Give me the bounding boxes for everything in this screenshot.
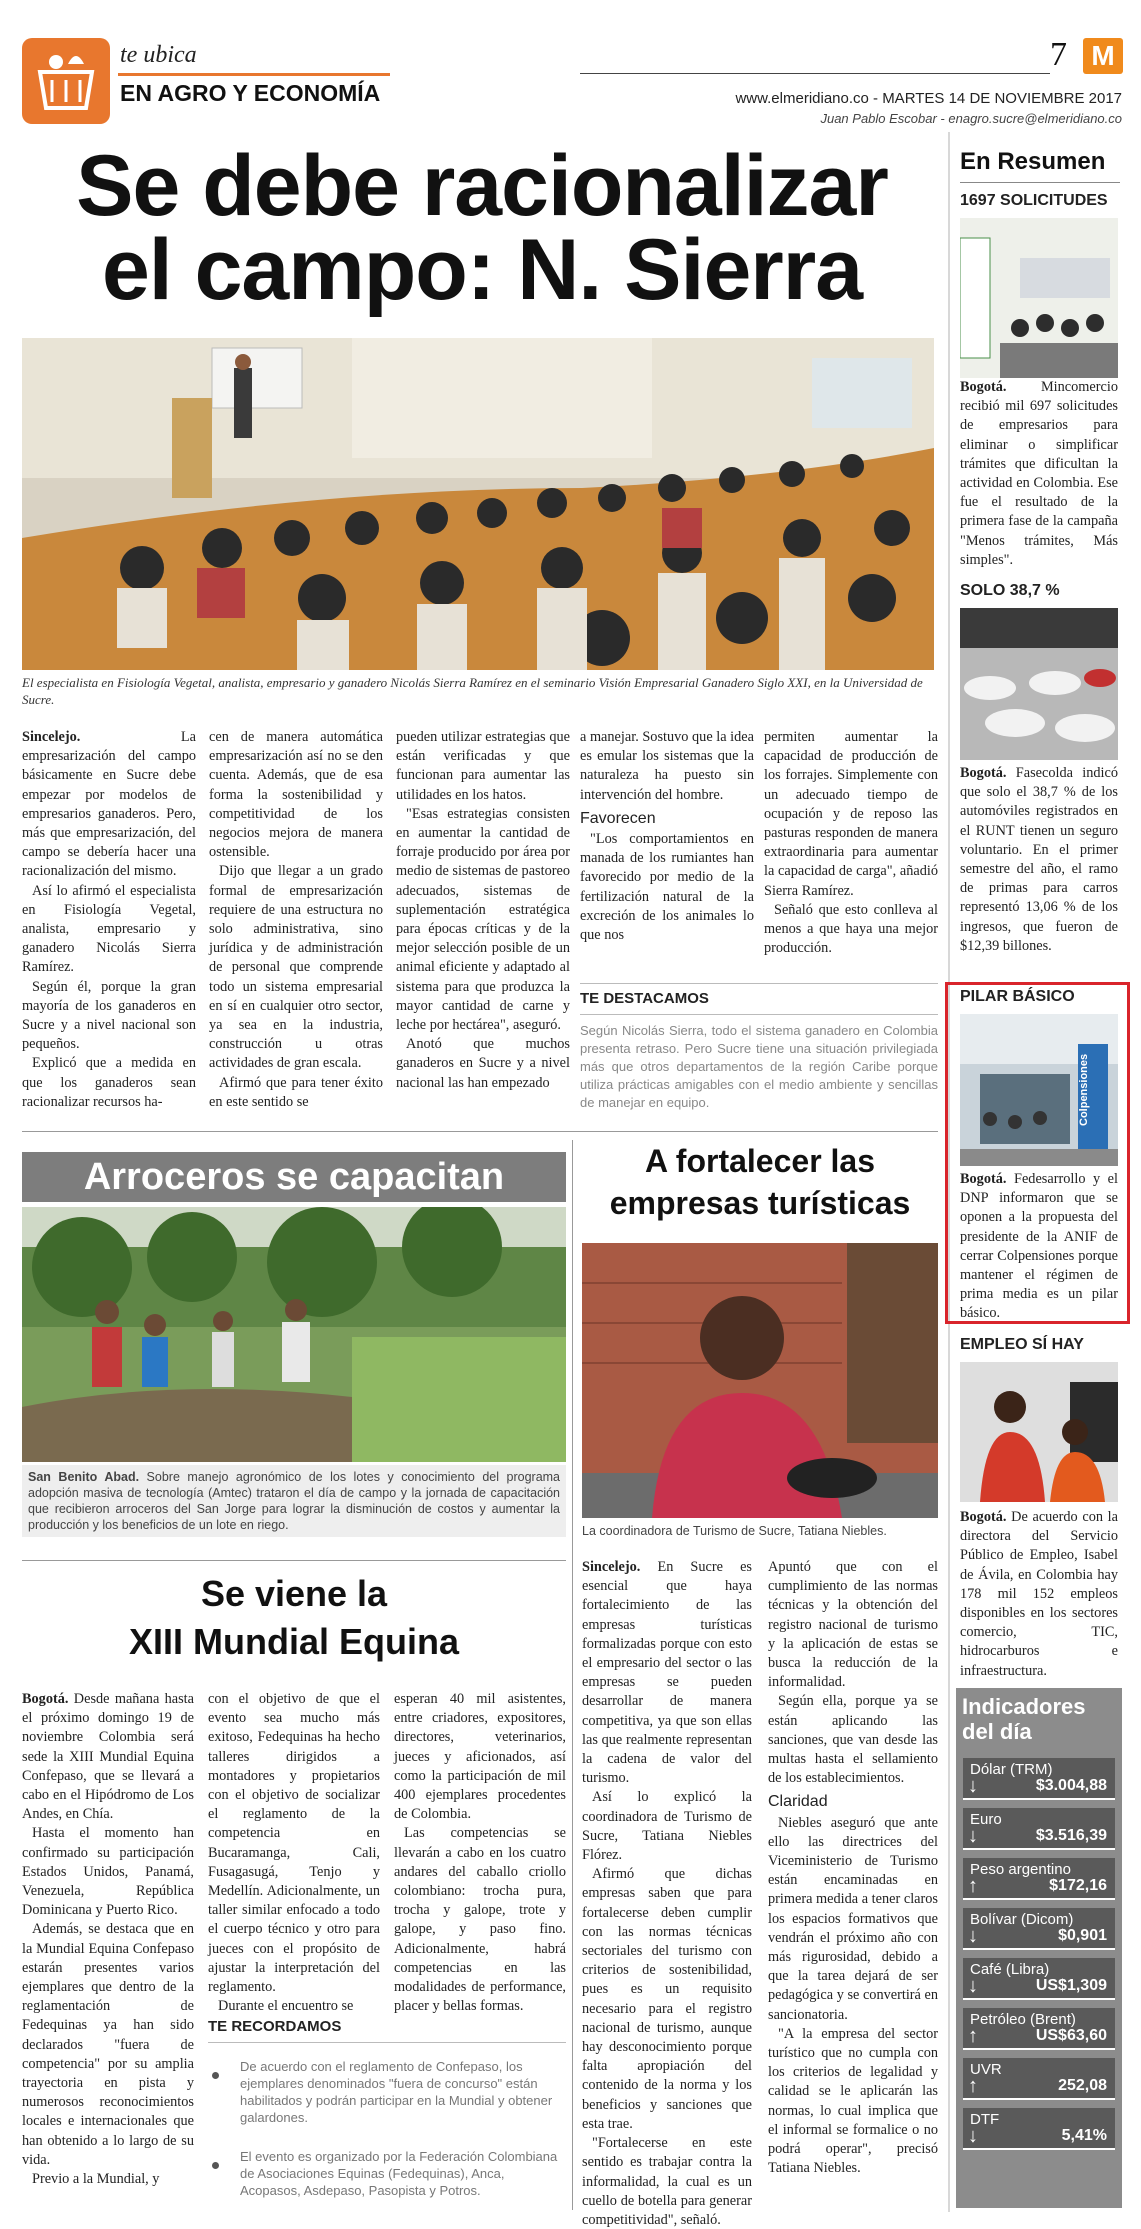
equina-col3 [394,1690,566,2016]
indicator-value: $3.516,39 [1035,1827,1107,1844]
indicators-title-line1: Indicadores [962,1694,1086,1719]
caption-text: Sobre manejo agronómico de los lotes y conocimiento del programa adopción masiva de tecnología (Amtec) trataron el día de campo y la jornada de capacitación que recibieron arroceros del San Jorge para lograr la disminución de costos y aumentar la producción y los beneficios de un lote en riego. [28,1470,561,1532]
indicator-value: $3.004,88 [1035,1777,1107,1794]
subheading: Claridad [768,1793,828,1811]
equina-headline [22,1570,566,1666]
indicator-name: Café (Libra) [970,1961,1050,1978]
section-title: EN AGRO Y ECONOMÍA [120,80,381,106]
section-divider [22,1560,566,1561]
turismo-headline-line2: empresas turísticas [609,1185,911,1221]
turismo-headline [582,1140,938,1224]
paragraph: Según él, porque la gran mayoría de los ganaderos en Sucre y a nivel nacional son pequeños. [22,978,196,1053]
indicator-name: Bolívar (Dicom) [970,1911,1074,1928]
paragraph: Fedesarrollo y el DNP informaron que se oponen a la propuesta del presidente de la ANIF de cerrar Colpensiones porque mantener el régimen de prima media es un pilar básico. [960,1171,1118,1322]
paragraph: Afirmó que para tener éxito en este sentido se [209,1074,383,1110]
mincomercio-photo [960,218,1118,378]
indicators-title [962,1694,1085,1744]
paragraph: Dijo que llegar a un grado formal de empresarización requiere de una estructura no solo administrativa, sino jurídica y de administración de personal que comprende todo un sistema empresarial en sí en cualquier otro sector, ya sea en la industria, construcción u otras actividades de gran escala. [209,863,383,1072]
paragraph: Fasecolda indicó que solo el 38,7 % de los automóviles registrados en el RUNT tienen un seguro voluntario. En el primer semestre del año, el ramo de primas para carros representó 13,06 % de los ingresos, que fueron de $12,39 billones. [960,765,1118,954]
meridiano-logo [1083,38,1123,74]
main-photo-caption: El especialista en Fisiología Vegetal, analista, empresario y ganadero Nicolás Sierra Ramírez en el seminario Visión Empresarial Ganadero Siglo XXI, en la Universidad de Sucre. [22,675,923,707]
destacamos-text: Según Nicolás Sierra, todo el sistema ganadero en Colombia presenta retraso. Pero Sucre tiene una situación privilegiada más que otros departamentos de la región Caribe porque utiliza prácticas amigables con el medio ambiente y sencillas de manejar en equipo. [580,1023,938,1110]
resumen-item-text [960,764,1118,956]
main-article-col5 [764,728,938,958]
paragraph: Desde mañana hasta el próximo domingo 19 de noviembre Colombia será sede la XIII Mundial Equina Confepaso, que se llevará a cabo en el Hipódromo de Los Andes, en Chía. [22,1691,194,1823]
bullet-dot [212,2162,219,2169]
indicator-name: Peso argentino [970,1861,1071,1878]
indicator-name: DTF [970,2111,1000,2128]
recordamos-title: TE RECORDAMOS [208,2018,342,2035]
destacamos-box [580,983,938,1113]
site-date: www.elmeridiano.co - MARTES 14 DE NOVIEMBRE 2017 [735,90,1122,107]
paragraph: pueden utilizar estrategias que están verificadas y que funcionan para aumentar las utilidades en los hatos. [396,729,570,803]
seminar-photo [22,338,934,670]
paragraph: Según ella, porque ya se están aplicando las sanciones, que van desde las multas hasta el sellamiento de los establecimientos. [768,1693,938,1787]
paragraph: La empresarización del campo básicamente en Sucre debe empezar por modelos de empresarios ganaderos. Pero, más que empresarización, del campo se debería hacer una racionalización del mismo. [22,729,196,880]
resumen-item-text [960,1508,1118,1681]
paragraph: Niebles aseguró que ante ello las directrices del Viceministerio de Turismo están encaminadas en primera medida a tener claros los espacios formativos que vendrán el próximo año con más rigurosidad, debido a que la tarea dejará de ser pedagógica y se convertirá en sancionatoria. [768,1814,938,2023]
dateline: Sincelejo. [582,1559,641,1575]
indicator-row [963,1858,1115,1900]
main-headline-line1: Se debe racionalizar [76,138,888,234]
indicator-value: 252,08 [1058,2077,1107,2094]
caption-place: San Benito Abad. [28,1470,140,1484]
arrow-down-icon: ↓ [968,1975,978,1997]
rice-farmers-photo [22,1207,566,1462]
turismo-col1 [582,1558,752,2229]
subheading: Favorecen [580,809,656,827]
indicator-row [963,1808,1115,1850]
paragraph: a manejar. Sostuvo que la idea es emular los sistemas que la naturaleza ha puesto sin intervención del hombre. [580,729,754,803]
indicator-name: Petróleo (Brent) [970,2011,1076,2028]
paragraph: cen de manera automática empresarización así no se den cuenta. Además, que de esa forma la sostenibilidad y competitividad de los negocios mejora de manera ostensible. [209,729,383,861]
recordamos-item: El evento es organizado por la Federación Colombiana de Asociaciones Equinas (Fedequinas), Anca, Acopasos, Asdepaso, Pasopista y Potros. [240,2149,558,2198]
paragraph: Además, se destaca que en la Mundial Equina Confepaso estarán presentes varios ejemplares que dentro de la reglamentación de Fedequinas ya han sido declarados "fuera de competencia" por su amplia trayectoria en pista y numerosos reconocimientos locales e internacionales que han obtenido a lo largo de su vida. [22,1921,194,2168]
main-article-col2 [209,728,383,1112]
byline: Juan Pablo Escobar - enagro.sucre@elmeridiano.co [820,111,1122,126]
indicator-row [963,1908,1115,1950]
resumen-item-text [960,1170,1118,1324]
dateline: Bogotá. [22,1691,69,1707]
paragraph: esperan 40 mil asistentes, entre criadores, expositores, directores, veterinarios, jueces y aficionados, así como la participación de mil 400 ejemplares procedentes de Colombia. [394,1691,566,1823]
resumen-item-text [960,378,1118,570]
indicator-value: $172,16 [1049,1877,1107,1894]
employment-photo [960,1362,1118,1502]
paragraph: Hasta el momento han confirmado su participación Estados Unidos, Panamá, Venezuela, República Dominicana y Puerto Rico. [22,1825,194,1919]
paragraph: Las competencias se llevarán a cabo en los cuatro andares del caballo criollo colombiano: trocha pura, trocha y galope, trote y galope, y paso fino. Adicionalmente, habrá competencias en las modalidades de performance, placer y bellas formas. [394,1825,566,2015]
equina-headline-line1: Se viene la [200,1573,388,1614]
section-logo-icon [22,38,110,124]
main-headline [22,138,942,318]
section-underline [118,73,390,76]
paragraph: Afirmó que dichas empresas saben que para fortalecerse deben cumplir con las normas técnicas sectoriales del turismo con criterios de sostenibilidad, pues es un requisito necesario para el registro nacional de turismo, aunque hay desconocimiento porque falta apropiación del contenido de la norma y los beneficios y sanciones que esta trae. [582,1866,752,2132]
indicator-value: 5,41% [1061,2127,1107,2144]
paragraph: Apuntó que con el cumplimiento de las normas técnicas y la obtención del registro nacional de turismo y la aplicación de estas se busca la reducción de la informalidad. [768,1559,938,1691]
arrow-down-icon: ↓ [968,1825,978,1847]
main-article-col1 [22,728,196,1112]
resumen-item-title: SOLO 38,7 % [960,582,1060,599]
paragraph: Explicó que a medida en que los ganaderos sean racionalizar recursos ha- [22,1055,196,1110]
indicator-row [963,2108,1115,2150]
sidebar-title: En Resumen [960,148,1106,175]
indicator-row [963,2058,1115,2100]
paragraph: con el objetivo de que el evento sea mucho más exitoso, Fedequinas ha hecho talleres dirigidos a montadores y propietarios con el objetivo de socializar el reglamento de la competencia en Bucaramanga, Cali, Fusagasugá, Tenjo y Medellín. Adicionalmente, un taller similar enfocado a todo el cuerpo técnico y otro para jueces con el propósito de ajustar la interpretación del reglamento. [208,1691,380,1996]
dateline: Bogotá. [960,1171,1007,1187]
sidebar-title-rule [960,182,1120,183]
main-article-col3 [396,728,570,1093]
destacamos-title: TE DESTACAMOS [580,990,709,1007]
paragraph: Señaló que esto conlleva al menos a que haya una mejor producción. [764,901,938,957]
indicator-name: UVR [970,2061,1002,2078]
dateline: Sincelejo. [22,729,81,745]
section-divider [22,1131,938,1132]
equina-headline-line2: XIII Mundial Equina [128,1621,459,1662]
vertical-divider [572,1140,573,2210]
indicator-row [963,1958,1115,2000]
paragraph: "Fortalecerse en este sentido es trabajar contra la informalidad, la cual es un cuello de botella para generar competitividad", señaló. [582,2135,752,2228]
paragraph: Durante el encuentro se [218,1998,354,2015]
logo-letter: M [1091,40,1115,71]
arrow-down-icon: ↓ [968,2125,978,2147]
paragraph: "Los comportamientos en manada de los rumiantes han favorecido por medio de la fertilización natural de la excreción de los animales lo que nos [580,831,754,944]
arrow-down-icon: ↓ [968,1925,978,1947]
recordamos-rule [208,2042,566,2043]
dateline: Bogotá. [960,765,1007,781]
arroceros-headline: Arroceros se capacitan [22,1152,566,1202]
paragraph: De acuerdo con la directora del Servicio Público de Empleo, Isabel de Ávila, en Colombia hay 178 mil 152 empleos disponibles en los sectores comercio, TIC, hidrocarburos e infraestructura. [960,1509,1118,1679]
paragraph: Anotó que muchos ganaderos en Sucre y a nivel nacional las han empezado [396,1036,570,1091]
arrow-up-icon: ↑ [968,1875,978,1897]
indicator-row [963,2008,1115,2050]
turismo-col2 [768,1558,938,2179]
dateline: Bogotá. [960,379,1007,395]
cars-photo [960,608,1118,760]
paragraph: Así lo afirmó el especialista en Fisiología Vegetal, analista, empresario y ganadero Nicolás Sierra Ramírez. [22,882,196,976]
paragraph: Así lo explicó la coordinadora de Turismo de Sucre, Tatiana Niebles Flórez. [582,1789,752,1864]
resumen-item-title: PILAR BÁSICO [960,988,1075,1005]
paragraph: "Esas estrategias consisten en aumentar la cantidad de forraje producido por área por medio de sistemas de pastoreo adecuados, sistemas de suplementación estratégica para épocas críticas y de la mejor selección posible de un animal eficiente y adaptado al sistema para que produzca la mayor cantidad de carne y leche por hectárea", aseguró. [396,805,570,1034]
indicators-title-line2: del día [962,1719,1032,1744]
arrow-down-icon: ↓ [968,1775,978,1797]
indicator-value: US$63,60 [1035,2027,1107,2044]
colpensiones-photo [960,1014,1118,1166]
section-tag: te ubica [120,42,197,68]
paragraph: Mincomercio recibió mil 697 solicitudes de empresarios para eliminar o simplificar trámites que dificultan la actividad en Colombia. Ese fue el resultado de la primera fase de la campaña "Menos trámites, Más simples". [960,379,1118,568]
main-headline-line2: el campo: N. Sierra [101,222,863,318]
paragraph: Previo a la Mundial, y [32,2171,160,2188]
arroceros-caption [22,1465,566,1537]
arrow-up-icon: ↑ [968,2075,978,2097]
paragraph: En Sucre es esencial que haya fortalecimiento de las empresas turísticas formalizadas porque con esto el empresario del sector o las empresas se pueden desarrollar de manera competitiva, ya que son ellas las que realmente representan la cadena de valor del turismo. [582,1559,752,1787]
bullet-dot [212,2072,219,2079]
recordamos-item: De acuerdo con el reglamento de Confepaso, los ejemplares denominados "fuera de concurso" están habilitados y podrán participar en la Mundial y obtener galardones. [240,2059,553,2125]
tourism-coordinator-photo [582,1243,938,1518]
equina-col1 [22,1690,194,2189]
indicator-name: Euro [970,1811,1002,1828]
dateline: Bogotá. [960,1509,1007,1525]
resumen-item-title: EMPLEO SÍ HAY [960,1336,1084,1353]
paragraph: permiten aumentar la capacidad de producción de los forrajes. Simplemente con un adecuado tiempo de ocupación y de reposo las pasturas responden de manera extraordinaria para aumentar la capacidad de carga", añadió Sierra Ramírez. [764,729,938,899]
indicator-name: Dólar (TRM) [970,1761,1053,1778]
recordamos-box [208,2010,566,2215]
main-article-col4 [580,728,754,945]
indicator-value: US$1,309 [1035,1977,1107,1994]
header-rule [580,73,1050,74]
turismo-caption: La coordinadora de Turismo de Sucre, Tatiana Niebles. [582,1524,887,1538]
turismo-headline-line1: A fortalecer las [644,1143,876,1179]
arrow-up-icon: ↑ [968,2025,978,2047]
destacamos-rule [580,1014,938,1015]
paragraph: "A la empresa del sector turístico que no cumpla con los criterios de legalidad y calidad se le aplicarán las normas, lo cual implica que el informal se formalice o no podrá operar", precisó Tatiana Niebles. [768,2025,938,2177]
equina-col2 [208,1690,380,2016]
resumen-item-title: 1697 SOLICITUDES [960,192,1108,209]
indicator-value: $0,901 [1058,1927,1107,1944]
colpensiones-sign: Colpensiones [1078,1053,1090,1126]
page-number: 7 [1050,36,1067,73]
indicator-row [963,1758,1115,1800]
